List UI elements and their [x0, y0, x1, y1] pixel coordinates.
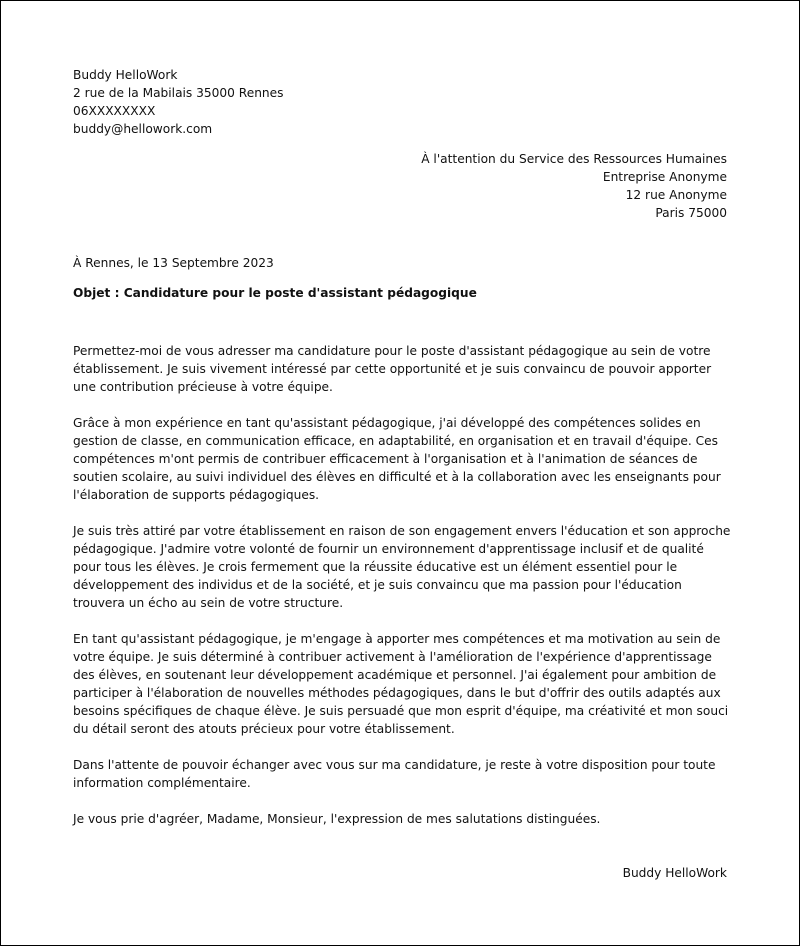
letter-date: À Rennes, le 13 Septembre 2023	[73, 256, 274, 270]
body-paragraph: Dans l'attente de pouvoir échanger avec vous sur ma candidature, je reste à votre disposition pour toute information complémentaire.	[73, 758, 716, 790]
sender-phone: 06XXXXXXXX	[73, 104, 156, 118]
recipient-block	[421, 150, 727, 222]
body-paragraph: Permettez-moi de vous adresser ma candidature pour le poste d'assistant pédagogique au sein de votre établissement. Je suis vivement intéressé par cette opportunité et je suis convaincu de pouvoir apporter une contribution précieuse à votre équipe.	[73, 344, 712, 394]
closing-paragraph: Je vous prie d'agréer, Madame, Monsieur, l'expression de mes salutations distinguées.	[73, 812, 601, 826]
body-paragraph: Grâce à mon expérience en tant qu'assistant pédagogique, j'ai développé des compétences solides en gestion de classe, en communication efficace, en adaptabilité, en organisation et en travail d'équipe. Ces compétences m'ont permis de contribuer efficacement à l'organisation et à l'animation de séances de soutien scolaire, au suivi individuel des élèves en difficulté et à la collaboration avec les enseignants pour l'élaboration de supports pédagogiques.	[73, 416, 721, 502]
recipient-city: Paris 75000	[655, 206, 727, 220]
body-paragraph: Je suis très attiré par votre établissement en raison de son engagement envers l'éducation et son approche pédagogique. J'admire votre volonté de fournir un environnement d'apprentissage inclusif et de qualité pour tous les élèves. Je crois fermement que la réussite éducative est un élément essentiel pour le développement des individus et de la société, et je suis convaincu que ma passion pour l'éducation trouvera un écho au sein de votre structure.	[73, 524, 731, 610]
recipient-attention: À l'attention du Service des Ressources Humaines	[421, 152, 727, 166]
sender-block	[73, 66, 284, 138]
body-paragraph: En tant qu'assistant pédagogique, je m'engage à apporter mes compétences et ma motivation au sein de votre équipe. Je suis déterminé à contribuer activement à l'amélioration de l'expérience d'apprentissage des élèves, en soutenant leur développement académique et personnel. J'ai également pour ambition de participer à l'élaboration de nouvelles méthodes pédagogiques, dans le but d'offrir des outils adaptés aux besoins spécifiques de chaque élève. Je suis persuadé que mon esprit d'équipe, ma créativité et mon souci du détail seront des atouts précieux pour votre établissement.	[73, 632, 729, 736]
sender-address: 2 rue de la Mabilais 35000 Rennes	[73, 86, 284, 100]
signature: Buddy HelloWork	[622, 866, 727, 880]
recipient-company: Entreprise Anonyme	[602, 170, 727, 184]
letter-body	[73, 342, 733, 846]
letter-subject: Objet : Candidature pour le poste d'assistant pédagogique	[73, 286, 477, 300]
recipient-street: 12 rue Anonyme	[625, 188, 727, 202]
sender-name: Buddy HelloWork	[73, 68, 178, 82]
sender-email: buddy@hellowork.com	[73, 122, 213, 136]
